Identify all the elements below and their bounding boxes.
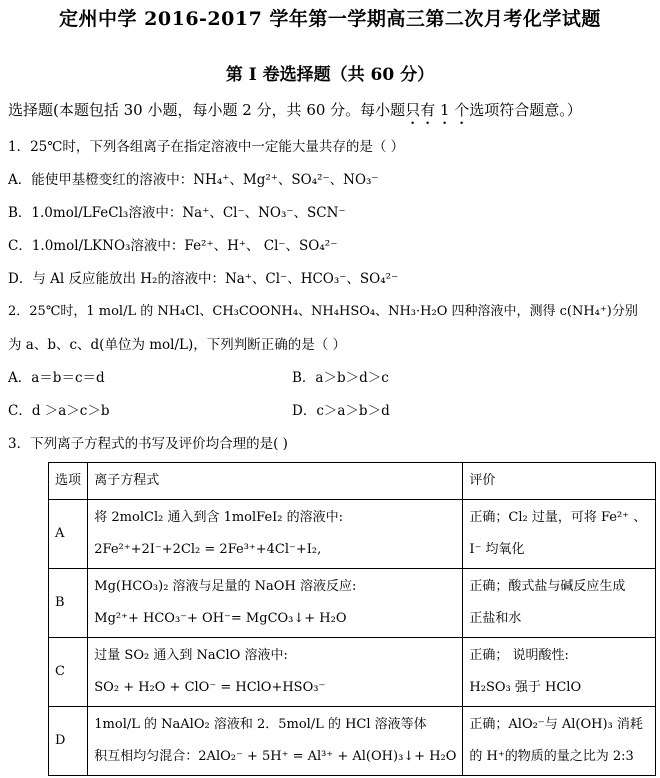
evaluation-line: 正确；酸式盐与碱反应生成	[469, 579, 626, 594]
table-row	[49, 707, 656, 776]
q2-option-b: B．a＞b＞d＞c	[292, 370, 389, 386]
equation-line: 1mol/L 的 NaAlO₂ 溶液和 2．5mol/L 的 HCl 溶液等体	[94, 717, 427, 732]
q2-stem-line1: 2．25℃时，1 mol/L 的 NH₄Cl、CH₃COONH₄、NH₄HSO₄、NH₃·H₂O 四种溶液中，测得 c(NH₄⁺)分别	[8, 304, 638, 319]
q3-stem: 3．下列离子方程式的书写及评价均合理的是( )	[8, 436, 288, 452]
row-equation	[88, 707, 463, 776]
table-header-row	[49, 463, 656, 500]
equation-line: 2Fe²⁺+2I⁻+2Cl₂ = 2Fe³⁺+4Cl⁻+I₂,	[94, 542, 322, 557]
q2-option-a: A．a＝b＝c＝d	[8, 370, 105, 386]
equation-line: 积互相均匀混合：2AlO₂⁻ + 5H⁺ = Al³⁺ + Al(OH)₃↓+ H₂O	[94, 749, 457, 764]
equation-line: Mg²⁺+ HCO₃⁻+ OH⁻= MgCO₃↓+ H₂O	[94, 611, 347, 626]
intro-emphasis: 只有 1 个	[405, 101, 470, 119]
evaluation-line: 正盐和水	[469, 611, 522, 626]
row-option: A	[49, 500, 88, 569]
evaluation-line: 正确；AlO₂⁻与 Al(OH)₃ 消耗	[469, 717, 643, 732]
intro-main: 选择题(本题包括 30 小题，每小题 2 分，共 60 分。每小题	[8, 101, 406, 119]
row-evaluation	[463, 638, 656, 707]
section-title: 第 I 卷选择题（共 60 分）	[225, 65, 435, 85]
equation-line: SO₂ + H₂O + ClO⁻ = HClO+HSO₃⁻	[94, 680, 326, 695]
intro-tail: 选项符合题意。）	[469, 101, 582, 119]
evaluation-line: 正确； 说明酸性:	[469, 648, 569, 663]
header-option: 选项	[49, 463, 88, 500]
q1-option-d: D．与 Al 反应能放出 H₂的溶液中：Na⁺、Cl⁻、HCO₃⁻、SO₄²⁻	[8, 271, 399, 287]
table-row	[49, 638, 656, 707]
evaluation-line: 的 H⁺的物质的量之比为 2:3	[469, 749, 634, 764]
row-evaluation	[463, 500, 656, 569]
q2-option-c: C．d ＞a＞c＞b	[8, 403, 110, 419]
equation-line: 将 2molCl₂ 通入到含 1molFeI₂ 的溶液中:	[94, 510, 344, 525]
header-equation: 离子方程式	[88, 463, 463, 500]
row-evaluation	[463, 707, 656, 776]
table-row	[49, 500, 656, 569]
row-option: D	[49, 707, 88, 776]
q3-table	[48, 462, 656, 776]
evaluation-line: I⁻ 均氧化	[469, 542, 525, 557]
row-equation	[88, 569, 463, 638]
row-evaluation	[463, 569, 656, 638]
row-equation	[88, 500, 463, 569]
equation-line: Mg(HCO₃)₂ 溶液与足量的 NaOH 溶液反应:	[94, 579, 357, 594]
intro-text	[8, 100, 582, 128]
q1-option-b: B．1.0mol/LFeCl₃溶液中：Na⁺、Cl⁻、NO₃⁻、SCN⁻	[8, 205, 346, 221]
evaluation-line: 正确；Cl₂ 过量，可将 Fe²⁺ 、	[469, 510, 647, 525]
q1-option-a: A．能使甲基橙变红的溶液中：NH₄⁺、Mg²⁺、SO₄²⁻、NO₃⁻	[8, 172, 379, 188]
row-option: B	[49, 569, 88, 638]
page-title: 定州中学 2016-2017 学年第一学期高三第二次月考化学试题	[59, 8, 601, 30]
equation-line: 过量 SO₂ 通入到 NaClO 溶液中:	[94, 648, 288, 663]
q1-option-c: C．1.0mol/LKNO₃溶液中：Fe²⁺、H⁺、 Cl⁻、SO₄²⁻	[8, 238, 338, 254]
table-row	[49, 569, 656, 638]
evaluation-line: H₂SO₃ 强于 HClO	[469, 680, 582, 695]
q2-option-d: D．c＞a＞b＞d	[292, 403, 390, 419]
q1-stem: 1．25℃时，下列各组离子在指定溶液中一定能大量共存的是（ ）	[8, 139, 405, 155]
row-equation	[88, 638, 463, 707]
row-option: C	[49, 638, 88, 707]
q2-stem-line2: 为 a、b、c、d(单位为 mol/L)，下列判断正确的是（ ）	[8, 337, 347, 353]
header-evaluation: 评价	[463, 463, 656, 500]
